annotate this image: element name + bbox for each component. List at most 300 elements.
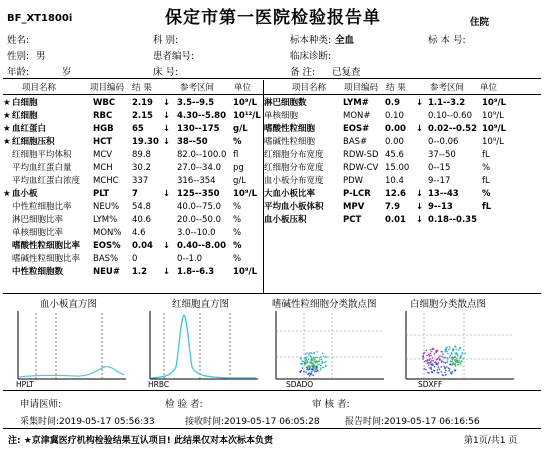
scatter-dot: [429, 367, 431, 369]
dept-label: 科 别:: [153, 35, 179, 46]
scatter-dot: [322, 361, 324, 363]
collect-time: 采集时间:2019-05-17 05:56:33: [20, 417, 155, 427]
remark-value: 已复查: [332, 67, 361, 78]
scatter-dot: [311, 352, 313, 354]
item-code: PDW: [343, 176, 364, 186]
item-code: LYM#: [343, 98, 369, 108]
table-row: [264, 110, 542, 123]
scatter-dot: [443, 361, 445, 363]
patient-id-label: 患者编号:: [153, 51, 195, 62]
scatter-dot: [317, 370, 319, 372]
table-row: [264, 149, 542, 162]
scatter-dot: [308, 358, 310, 360]
item-code: BAS%: [93, 254, 119, 264]
item-name: 红细胞分布宽度: [264, 150, 324, 160]
item-ref: 0--15: [428, 163, 451, 173]
scatter-dot: [434, 353, 436, 355]
scatter-dot: [461, 355, 463, 357]
item-result: 54.8: [132, 202, 151, 212]
result-flag: ↓: [416, 124, 424, 134]
scatter-dot: [449, 346, 451, 348]
item-unit: fL: [482, 202, 492, 212]
scatter-dot: [427, 372, 429, 374]
scatter-dot: [445, 374, 447, 376]
item-unit: 10⁹/L: [482, 124, 507, 134]
scatter-dot: [441, 361, 443, 363]
scatter-dot: [452, 357, 454, 359]
item-unit: %: [482, 163, 491, 173]
scatter-dot: [446, 366, 448, 368]
diff1-scatter-svg: [274, 309, 386, 381]
item-unit: %: [233, 215, 242, 225]
scatter-dot: [307, 374, 309, 376]
scatter-dot: [439, 355, 441, 357]
item-unit: fL: [482, 150, 490, 160]
col-item: 项目名称: [22, 83, 57, 93]
scatter-dot: [445, 362, 447, 364]
scatter-dot: [310, 374, 312, 376]
star-mark: ★: [3, 98, 11, 108]
item-result: 89.8: [132, 150, 151, 160]
scatter-dot: [316, 351, 318, 353]
scatter-dot: [307, 369, 309, 371]
requester-label: 申请医师:: [20, 399, 62, 410]
scatter-dot: [451, 373, 453, 375]
item-ref: 9--13: [428, 202, 453, 212]
table-row: [3, 240, 261, 253]
result-flag: ↓: [416, 98, 424, 108]
plt-curve: [19, 367, 124, 377]
result-flag: ↓: [416, 202, 424, 212]
scatter-dot: [324, 362, 326, 364]
diff1-scatter-title: 嗜碱性粒细胞分类散点图: [272, 299, 377, 310]
item-unit: %: [233, 137, 242, 147]
scatter-dot: [461, 353, 463, 355]
item-ref: 1.1--3.2: [428, 98, 466, 108]
item-result: 0.00: [385, 137, 404, 147]
plt-histogram: [16, 309, 128, 381]
item-result: 65: [132, 124, 144, 134]
age-unit: 岁: [62, 67, 72, 78]
item-unit: %: [233, 241, 242, 251]
scatter-dot: [312, 359, 314, 361]
item-result: 0.01: [385, 215, 406, 225]
rbc-histogram-title: 红细胞直方图: [172, 299, 230, 310]
scatter-dot: [450, 355, 452, 357]
item-name: 淋巴细胞比率: [12, 215, 64, 225]
item-name: 平均血小板体积: [264, 202, 324, 212]
item-name: 红细胞分布宽度: [264, 163, 324, 173]
table-row: [3, 175, 261, 188]
item-code: WBC: [93, 98, 116, 108]
col-result: 结 果: [132, 83, 152, 93]
scatter-dot: [445, 370, 447, 372]
scatter-dot: [423, 368, 425, 370]
scatter-dot: [431, 371, 433, 373]
right-results-table: [264, 97, 542, 227]
col-result-r: 结 果: [386, 83, 406, 93]
item-code: RDW-SD: [343, 150, 379, 160]
scatter-dot: [451, 352, 453, 354]
item-name: 白细胞: [12, 98, 38, 108]
scatter-dot: [452, 371, 454, 373]
scatter-dot: [447, 358, 449, 360]
item-result: 7: [132, 189, 138, 199]
scatter-dot: [458, 349, 460, 351]
item-result: 0: [132, 254, 138, 264]
plt-axis-label: HPLT: [16, 380, 34, 389]
scatter-dot: [314, 359, 316, 361]
scatter-dot: [454, 345, 456, 347]
scatter-dot: [319, 359, 321, 361]
item-name: 血小板分布宽度: [264, 176, 324, 186]
scatter-dot: [320, 365, 322, 367]
item-result: 12.6: [385, 189, 406, 199]
scatter-dot: [441, 356, 443, 358]
device-id: BF_XT1800i: [7, 13, 73, 24]
table-row: [3, 266, 261, 279]
reviewer-label: 审 核 者:: [312, 399, 350, 410]
table-row: [264, 123, 542, 136]
diff1-axis-label: SDADO: [286, 380, 314, 389]
table-row: [3, 123, 261, 136]
scatter-dot: [311, 363, 313, 365]
item-result: 19.30: [132, 137, 159, 147]
item-code: MPV: [343, 202, 365, 212]
result-flag: ↓: [163, 98, 171, 108]
item-result: 337: [132, 176, 149, 186]
scatter-dot: [438, 366, 440, 368]
item-ref: 0--1.0: [177, 254, 203, 264]
result-flag: ↓: [163, 189, 171, 199]
scatter-dot: [436, 358, 438, 360]
table-row: [3, 149, 261, 162]
result-flag: ↓: [163, 111, 171, 121]
scatter-dot: [325, 365, 327, 367]
item-name: 中性粒细胞比率: [12, 202, 72, 212]
item-ref: 1.8--6.3: [177, 267, 215, 277]
scatter-dot: [315, 368, 317, 370]
item-unit: 10⁹/L: [233, 267, 258, 277]
scatter-dot: [313, 361, 315, 363]
item-ref: 38--50: [177, 137, 208, 147]
scatter-dot: [316, 357, 318, 359]
item-ref: 3.0--10.0: [177, 228, 216, 238]
sample-type-label: 标本种类:: [290, 35, 332, 46]
item-code: EOS#: [343, 124, 370, 134]
item-name: 红细胞: [12, 111, 38, 121]
item-code: MON#: [343, 111, 371, 121]
scatter-dot: [431, 360, 433, 362]
scatter-dot: [428, 353, 430, 355]
scatter-dot: [323, 367, 325, 369]
result-flag: ↓: [163, 124, 171, 134]
columns-divider: [3, 94, 541, 95]
item-name: 嗜碱性粒细胞: [264, 137, 316, 147]
scatter-dot: [321, 363, 323, 365]
scatter-dot: [310, 356, 312, 358]
scatter-dot: [436, 349, 438, 351]
col-ref-r: 参考区间: [430, 83, 465, 93]
scatter-dot: [312, 362, 314, 364]
scatter-dot: [442, 354, 444, 356]
scatter-dot: [323, 356, 325, 358]
item-unit: 10⁹/L: [482, 137, 504, 147]
scatter-dot: [300, 363, 302, 365]
table-row: [3, 227, 261, 240]
table-row: [3, 188, 261, 201]
notice-text: 注: ★京津冀医疗机构检验结果互认项目! 此结果仅对本次标本负责: [8, 436, 274, 446]
ward-type: 住院: [470, 17, 490, 28]
item-code: MCV: [93, 150, 113, 160]
scatter-dot: [445, 349, 447, 351]
item-code: PLT: [93, 189, 110, 199]
scatter-dot: [432, 357, 434, 359]
table-row: [264, 214, 542, 227]
scatter-dot: [430, 349, 432, 351]
age-label: 年龄:: [7, 67, 30, 78]
scatter-dot: [459, 348, 461, 350]
scatter-dot: [448, 367, 450, 369]
scatter-dot: [434, 362, 436, 364]
scatter-dot: [455, 365, 457, 367]
table-row: [3, 97, 261, 110]
scatter-dot: [302, 360, 304, 362]
scatter-dot: [438, 357, 440, 359]
scatter-dot: [464, 352, 466, 354]
item-name: 单核细胞比率: [12, 228, 64, 238]
plt-histogram-svg: [16, 309, 128, 381]
scatter-dot: [456, 360, 458, 362]
scatter-dot: [309, 368, 311, 370]
scatter-dot: [306, 352, 308, 354]
star-mark: ★: [3, 111, 11, 121]
item-ref: 13--43: [428, 189, 459, 199]
item-unit: fL: [482, 176, 490, 186]
item-code: MCHC: [93, 176, 119, 186]
page-indicator: 第1页/共1 页: [464, 436, 518, 446]
star-mark: ★: [3, 124, 11, 134]
col-code: 项目编码: [90, 83, 125, 93]
scatter-dot: [450, 364, 452, 366]
plt-histogram-title: 血小板直方图: [40, 299, 98, 310]
diff2-scatter: [404, 309, 516, 381]
item-result: 30.2: [132, 163, 151, 173]
scatter-dot: [446, 347, 448, 349]
item-unit: 10⁹/L: [482, 98, 507, 108]
table-row: [264, 136, 542, 149]
item-result: 0.00: [385, 124, 406, 134]
scatter-dot: [438, 372, 440, 374]
item-name: 嗜酸性粒细胞: [264, 124, 316, 134]
item-unit: pg: [233, 163, 244, 173]
scatter-dot: [432, 364, 434, 366]
item-unit: %: [233, 254, 242, 264]
scatter-dot: [445, 357, 447, 359]
name-label: 姓名:: [7, 35, 30, 46]
scatter-dot: [430, 362, 432, 364]
scatter-dot: [301, 370, 303, 372]
scatter-dot: [312, 366, 314, 368]
item-unit: 10¹²/L: [233, 111, 261, 121]
scatter-dot: [441, 371, 443, 373]
scatter-dot: [430, 355, 432, 357]
item-unit: g/L: [233, 124, 248, 134]
scatter-dot: [300, 372, 302, 374]
scatter-dot: [458, 360, 460, 362]
result-flag: ↓: [416, 215, 424, 225]
scatter-dot: [428, 362, 430, 364]
item-name: 淋巴细胞数: [264, 98, 307, 108]
item-result: 7.9: [385, 202, 401, 212]
scatter-dot: [426, 355, 428, 357]
item-ref: 4.30--5.80: [177, 111, 226, 121]
scatter-dot: [306, 361, 308, 363]
scatter-dot: [313, 364, 315, 366]
scatter-dot: [428, 364, 430, 366]
item-ref: 0.18--0.35: [428, 215, 477, 225]
item-unit: %: [482, 189, 491, 199]
scatter-dot: [423, 353, 425, 355]
item-name: 大血小板比率: [264, 189, 316, 199]
scatter-dot: [320, 367, 322, 369]
item-name: 红细胞压积: [12, 137, 55, 147]
item-result: 45.6: [385, 150, 404, 160]
item-code: MCH: [93, 163, 113, 173]
scatter-dot: [310, 360, 312, 362]
scatter-dot: [458, 362, 460, 364]
result-flag: ↓: [163, 267, 171, 277]
item-result: 1.2: [132, 267, 148, 277]
receive-time: 接收时间:2019-05-17 06:05:28: [185, 417, 320, 427]
scatter-dot: [444, 372, 446, 374]
scatter-dot: [439, 358, 441, 360]
plots-divider-bottom: [3, 390, 541, 391]
item-code: P-LCR: [343, 189, 371, 199]
scatter-dot: [456, 353, 458, 355]
scatter-dot: [431, 364, 433, 366]
item-ref: 3.5--9.5: [177, 98, 215, 108]
scatter-dot: [460, 363, 462, 365]
item-unit: %: [233, 228, 242, 238]
item-ref: 82.0--100.0: [177, 150, 227, 160]
scatter-dot: [312, 369, 314, 371]
scatter-dot: [429, 358, 431, 360]
sample-type-value: 全血: [335, 35, 355, 46]
scatter-dot: [313, 352, 315, 354]
scatter-dot: [430, 353, 432, 355]
scatter-dot: [317, 361, 319, 363]
item-ref: 20.0--50.0: [177, 215, 221, 225]
scatter-dot: [322, 353, 324, 355]
scatter-dot: [304, 362, 306, 364]
scatter-dot: [457, 364, 459, 366]
scatter-dot: [434, 366, 436, 368]
rbc-histogram: [148, 309, 260, 381]
scatter-dot: [320, 369, 322, 371]
item-ref: 0.02--0.52: [428, 124, 477, 134]
item-unit: 10⁹/L: [482, 111, 504, 121]
scatter-dot: [321, 359, 323, 361]
item-result: 15.00: [385, 163, 410, 173]
scatter-dot: [460, 361, 462, 363]
diff1-scatter: [274, 309, 386, 381]
item-ref: 125--350: [177, 189, 220, 199]
scatter-dot: [305, 371, 307, 373]
col-unit-r: 单位: [480, 83, 498, 93]
scatter-dot: [433, 370, 435, 372]
table-row: [3, 214, 261, 227]
scatter-dot: [325, 356, 327, 358]
scatter-dot: [439, 368, 441, 370]
scatter-dot: [309, 352, 311, 354]
scatter-dot: [454, 359, 456, 361]
item-code: RDW-CV: [343, 163, 379, 173]
scatter-dot: [449, 357, 451, 359]
scatter-dot: [303, 371, 305, 373]
scatter-dot: [316, 367, 318, 369]
scatter-dot: [306, 367, 308, 369]
scatter-dot: [463, 358, 465, 360]
scatter-dot: [437, 369, 439, 371]
scatter-dot: [460, 357, 462, 359]
item-result: 4.6: [132, 228, 146, 238]
item-code: NEU#: [93, 267, 120, 277]
item-code: LYM%: [93, 215, 118, 225]
scatter-dot: [443, 366, 445, 368]
scatter-dot: [429, 359, 431, 361]
scatter-dot: [302, 363, 304, 365]
scatter-dot: [302, 367, 304, 369]
scatter-dot: [432, 348, 434, 350]
item-name: 嗜碱性粒细胞比率: [12, 254, 81, 264]
scatter-dot: [314, 371, 316, 373]
scatter-dot: [442, 375, 444, 377]
rbc-curve: [151, 315, 256, 378]
scatter-dot: [447, 360, 449, 362]
result-flag: ↓: [416, 189, 424, 199]
item-code: HCT: [93, 137, 113, 147]
item-ref: 37--50: [428, 150, 456, 160]
item-code: NEU%: [93, 202, 120, 212]
table-row: [264, 175, 542, 188]
scatter-dot: [305, 353, 307, 355]
item-name: 平均血红蛋白量: [12, 163, 72, 173]
item-result: 2.19: [132, 98, 153, 108]
scatter-dot: [452, 358, 454, 360]
diagnosis-label: 临床诊断:: [290, 51, 332, 62]
scatter-dot: [453, 363, 455, 365]
inspector-label: 检 验 者:: [165, 399, 203, 410]
footer-divider: [3, 428, 541, 429]
rbc-histogram-svg: [148, 309, 260, 381]
sample-no-label: 标 本 号:: [428, 35, 466, 46]
item-result: 2.15: [132, 111, 153, 121]
scatter-dot: [444, 357, 446, 359]
item-unit: g/L: [233, 176, 246, 186]
item-ref: 130--175: [177, 124, 220, 134]
item-ref: 316--354: [177, 176, 216, 186]
scatter-dot: [452, 349, 454, 351]
table-row: [264, 162, 542, 175]
item-unit: %: [233, 202, 242, 212]
scatter-dot: [311, 371, 313, 373]
plots-divider-top: [3, 293, 541, 294]
item-code: HGB: [93, 124, 114, 134]
col-unit: 单位: [234, 83, 252, 93]
item-name: 红细胞平均体积: [12, 150, 72, 160]
scatter-dot: [320, 356, 322, 358]
